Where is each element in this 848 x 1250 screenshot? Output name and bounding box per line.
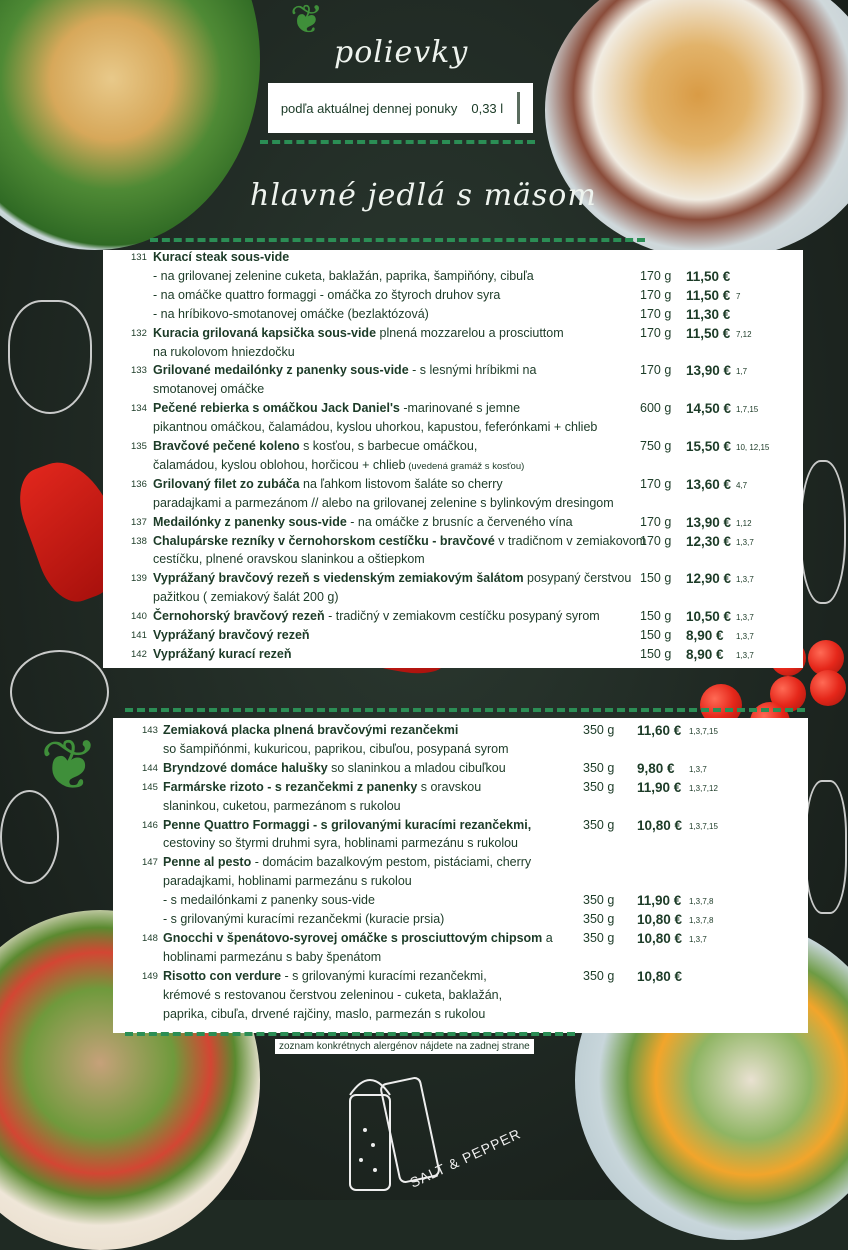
menu-line	[103, 288, 803, 306]
item-detail: posypaný čerstvou	[523, 571, 632, 586]
item-description	[163, 969, 487, 983]
item-description	[163, 780, 481, 794]
menu-line	[103, 439, 803, 457]
item-description	[153, 401, 520, 415]
item-detail: -marinované s jemne	[399, 401, 521, 416]
item-number: 145	[142, 781, 158, 793]
item-title: Černohorský bravčový rezeň	[153, 609, 325, 624]
item-description	[153, 534, 646, 548]
menu-line	[103, 250, 803, 268]
item-detail: - domácim bazalkovým pestom, pistáciami, cherry	[251, 855, 532, 870]
item-description	[163, 893, 375, 907]
item-description	[153, 420, 597, 434]
item-number: 131	[131, 252, 147, 263]
item-price: 11,30 €	[686, 306, 731, 322]
item-detail: - tradičný v zemiakovm cestíčku posypaný syrom	[324, 609, 600, 624]
item-allergens: 1,3,7	[689, 764, 707, 774]
item-detail: pikantnou omáčkou, čalamádou, kyslou uhorkou, kapustou, feferónkami + chlieb	[153, 420, 598, 435]
item-allergens: 10, 12,15	[736, 443, 770, 452]
soup-text: podľa aktuálnej dennej ponuky	[280, 100, 458, 116]
item-description	[153, 571, 631, 585]
menu-line	[103, 515, 803, 533]
item-detail: paradajkami, hoblinami parmezánu s rukolou	[163, 874, 412, 889]
herb-icon: ❦	[40, 726, 99, 804]
salt-pepper-text: SALT & PEPPER	[407, 1125, 524, 1191]
item-weight: 150 g	[640, 609, 672, 624]
item-detail: s kosťou, s barbecue omáčkou,	[299, 439, 478, 453]
menu-line	[113, 931, 808, 949]
carrot-doodle-icon	[805, 780, 847, 914]
soup-volume: 0,33 l	[471, 100, 504, 116]
item-description	[153, 496, 614, 510]
item-description	[153, 628, 310, 642]
menu-line	[103, 628, 803, 646]
item-description	[153, 439, 477, 453]
menu-line	[113, 742, 808, 760]
item-detail: paprika, cibuľa, drvené rajčiny, maslo, parmezán s rukolou	[163, 1006, 486, 1021]
menu-line	[103, 534, 803, 552]
item-number: 135	[131, 441, 147, 452]
item-title: Risotto con verdure	[163, 968, 282, 983]
item-weight: 150 g	[640, 628, 672, 642]
menu-line	[103, 307, 803, 325]
menu-line	[103, 609, 803, 627]
menu-line	[113, 761, 808, 779]
item-number: 133	[131, 365, 147, 377]
allergen-note: zoznam konkrétnych alergénov nájdete na zadnej strane	[275, 1039, 534, 1054]
item-description	[153, 288, 500, 302]
menu-line	[103, 420, 803, 438]
item-number: 146	[142, 819, 158, 831]
item-price: 10,80 €	[637, 968, 683, 984]
item-allergens: 1,3,7	[736, 537, 754, 547]
item-title: Bryndzové domáce halušky	[163, 760, 328, 775]
item-detail: - s lesnými hríbikmi na	[408, 363, 537, 378]
menu-line	[113, 874, 808, 892]
item-title: Grilované medailónky z panenky sous-vide	[153, 363, 409, 378]
item-allergens: 1,3,7,8	[689, 897, 714, 907]
item-title: Grilovaný filet zo zubáča	[153, 476, 300, 491]
item-number: 138	[131, 535, 147, 547]
other-dishes-panel	[113, 718, 808, 1033]
item-title: Gnocchi v špenátovo-syrovej omáčke s prosciuttovým chipsom	[163, 930, 543, 945]
menu-line	[103, 590, 803, 608]
item-allergens: 1,3,7,15	[689, 821, 718, 831]
item-detail: krémové s restovanou čerstvou zeleninou - cuketa, baklažán,	[163, 987, 503, 1002]
item-description	[163, 931, 553, 945]
menu-line	[113, 950, 808, 968]
item-allergens: 1,3,7,15	[689, 727, 718, 736]
item-detail: so šampiňónmi, kukuricou, paprikou, cibuľou, posypaná syrom	[163, 741, 509, 756]
menu-line	[113, 836, 808, 854]
item-detail: slaninkou, cuketou, parmezánom s rukolou	[163, 798, 401, 813]
item-price: 10,80 €	[637, 817, 683, 833]
item-number: 144	[142, 762, 158, 774]
item-description	[153, 250, 289, 264]
item-price: 13,90 €	[686, 514, 732, 530]
item-weight: 150 g	[640, 646, 672, 661]
item-allergens: 1,3,7	[736, 575, 754, 585]
herb-icon: ❦	[290, 0, 324, 42]
menu-line	[113, 912, 808, 930]
item-weight: 170 g	[640, 476, 672, 491]
menu-line	[103, 363, 803, 381]
item-number: 136	[131, 478, 147, 490]
menu-line	[103, 269, 803, 287]
item-detail: - na hríbikovo-smotanovej omáčke (bezlaktózová)	[153, 306, 429, 321]
item-weight: 170 g	[640, 533, 672, 548]
item-number: 149	[142, 970, 158, 982]
item-weight: 350 g	[583, 930, 615, 945]
item-detail: - na omáčke quattro formaggi - omáčka zo štyroch druhov syra	[153, 287, 501, 302]
item-description	[163, 723, 458, 737]
item-weight: 350 g	[583, 912, 615, 926]
item-price: 11,90 €	[637, 779, 682, 795]
item-title: Vyprážaný bravčový rezeň s viedenským zemiakovým šalátom	[153, 571, 524, 586]
item-description	[163, 742, 508, 756]
item-description	[163, 818, 531, 832]
item-allergens: 1,3,7	[689, 934, 707, 944]
item-detail: - s grilovanými kuracími rezančekmi (kuracie prsia)	[163, 912, 445, 926]
item-price: 12,30 €	[686, 533, 732, 549]
item-detail: na rukolovom hniezdočku	[153, 344, 295, 359]
item-description	[163, 799, 401, 813]
onion-doodle-icon	[10, 650, 109, 734]
menu-line	[103, 401, 803, 419]
dashed-divider	[125, 1032, 575, 1036]
item-allergens: 1,3,7,8	[689, 916, 714, 925]
item-title: Kurací steak sous-vide	[153, 250, 290, 264]
menu-line	[103, 571, 803, 589]
item-description	[153, 363, 536, 377]
item-price: 9,80 €	[637, 760, 675, 776]
item-price: 15,50 €	[686, 439, 732, 454]
item-price: 12,90 €	[686, 571, 732, 587]
item-description	[153, 269, 534, 283]
item-detail: pažitkou ( zemiakový šalát 200 g)	[153, 590, 339, 605]
item-allergens: 1,3,7	[736, 632, 754, 641]
item-description	[153, 515, 573, 529]
item-allergens: 7	[736, 291, 741, 301]
item-weight: 170 g	[640, 287, 672, 302]
item-title: Vyprážaný kurací rezeň	[153, 646, 292, 661]
menu-line	[103, 382, 803, 400]
item-number: 141	[131, 630, 147, 641]
item-title: Vyprážaný bravčový rezeň	[153, 628, 310, 642]
soup-box	[268, 83, 533, 133]
item-detail: cestoviny so štyrmi druhmi syra, hoblinami parmezánu s rukolou	[163, 836, 518, 851]
menu-line	[113, 799, 808, 817]
carrot-doodle-icon	[8, 300, 92, 414]
item-title: Penne Quattro Formaggi - s grilovanými kuracími rezančekmi,	[163, 817, 532, 832]
item-allergens: 1,7	[736, 367, 748, 377]
item-description	[163, 855, 531, 869]
item-price: 10,80 €	[637, 912, 683, 927]
item-detail: v tradičnom v zemiakovom	[494, 533, 647, 548]
item-description	[153, 590, 339, 604]
item-description	[153, 458, 524, 472]
item-title: Medailónky z panenky sous-vide	[153, 514, 347, 529]
item-weight: 350 g	[583, 760, 615, 775]
item-allergens: 1,7,15	[736, 405, 759, 415]
item-detail: - na grilovanej zelenine cuketa, baklažán, paprika, šampiňóny, cibuľa	[153, 268, 534, 283]
item-detail: so slaninkou a mladou cibuľkou	[327, 760, 506, 775]
dashed-divider	[260, 140, 535, 144]
item-allergens: 1,12	[736, 518, 752, 528]
item-price: 10,80 €	[637, 930, 683, 946]
item-allergens: 4,7	[736, 480, 748, 490]
item-allergens: 1,3,7	[736, 613, 754, 623]
item-price: 11,90 €	[637, 893, 682, 909]
item-title: Kuracia grilovaná kapsička sous-vide	[153, 325, 377, 340]
item-detail: cestíčku, plnené oravskou slaninkou a oštiepkom	[153, 552, 425, 567]
divider	[517, 92, 520, 124]
item-number: 134	[131, 403, 147, 415]
item-description	[153, 326, 564, 340]
item-weight: 150 g	[640, 571, 672, 586]
dashed-divider	[150, 238, 645, 242]
item-weight: 170 g	[640, 268, 672, 283]
item-note: (uvedená gramáž s kosťou)	[405, 460, 525, 472]
pepper-doodle-icon	[0, 790, 59, 884]
main-dishes-panel	[103, 250, 803, 668]
item-detail: smotanovej omáčke	[153, 382, 265, 397]
item-title: Farmárske rizoto - s rezančekmi z panenky	[163, 779, 418, 794]
menu-line	[113, 780, 808, 798]
menu-line	[113, 723, 808, 741]
item-description	[163, 761, 506, 775]
item-title: Bravčové pečené koleno	[153, 439, 300, 453]
menu-line	[113, 818, 808, 836]
item-number: 147	[142, 857, 158, 869]
menu-line	[103, 458, 803, 476]
dashed-divider	[125, 708, 805, 712]
item-description	[163, 836, 518, 850]
item-number: 148	[142, 932, 158, 944]
item-weight: 600 g	[640, 401, 672, 416]
item-detail: a	[542, 930, 553, 945]
item-detail: paradajkami a parmezánom // alebo na grilovanej zelenine s bylinkovým dresingom	[153, 495, 614, 510]
menu-line	[103, 496, 803, 514]
item-price: 11,50 €	[686, 325, 731, 341]
menu-line	[113, 855, 808, 873]
item-allergens: 1,3,7	[736, 650, 754, 660]
soup-section-title: polievky	[334, 35, 469, 70]
item-description	[153, 609, 600, 623]
item-detail: čalamádou, kyslou oblohou, horčicou + chlieb	[153, 457, 406, 472]
item-price: 13,60 €	[686, 476, 732, 492]
item-number: 139	[131, 573, 147, 585]
pepper-doodle-icon	[800, 460, 846, 604]
item-weight: 350 g	[583, 779, 615, 794]
item-weight: 350 g	[583, 893, 615, 908]
item-description	[153, 345, 295, 359]
item-detail: s oravskou	[417, 779, 482, 794]
item-price: 11,50 €	[686, 287, 731, 303]
item-price: 8,90 €	[686, 628, 724, 643]
item-price: 13,90 €	[686, 363, 732, 379]
item-title: Zemiaková placka plnená bravčovými rezančekmi	[163, 723, 459, 737]
menu-line	[113, 969, 808, 987]
item-detail: hoblinami parmezánu s baby špenátom	[163, 949, 382, 964]
item-number: 143	[142, 725, 158, 736]
item-number: 142	[131, 648, 147, 660]
menu-line	[103, 345, 803, 363]
item-number: 132	[131, 327, 147, 339]
tomato-icon	[810, 670, 846, 706]
item-weight: 750 g	[640, 439, 672, 453]
salt-pepper-shaker-icon	[345, 1060, 460, 1200]
item-allergens: 7,12	[736, 329, 752, 339]
item-number: 140	[131, 611, 147, 623]
item-description	[153, 477, 503, 491]
item-title: Penne al pesto	[163, 855, 252, 870]
item-description	[153, 307, 429, 321]
item-description	[163, 912, 444, 926]
main-section-title: hlavné jedlá s mäsom	[250, 178, 597, 213]
menu-line	[103, 552, 803, 570]
item-price: 10,50 €	[686, 609, 732, 625]
item-detail: - s medailónkami z panenky sous-vide	[163, 893, 375, 908]
item-description	[153, 647, 292, 661]
item-description	[163, 1007, 485, 1021]
item-price: 14,50 €	[686, 401, 732, 417]
menu-line	[103, 326, 803, 344]
menu-line	[113, 893, 808, 911]
item-price: 11,60 €	[637, 723, 682, 738]
item-price: 11,50 €	[686, 268, 731, 284]
item-weight: 170 g	[640, 306, 672, 321]
item-description	[163, 950, 381, 964]
menu-line	[103, 647, 803, 665]
item-price: 8,90 €	[686, 646, 724, 662]
item-detail: na ľahkom listovom šaláte so cherry	[299, 476, 503, 491]
item-title: Pečené rebierka s omáčkou Jack Daniel's	[153, 401, 400, 416]
item-weight: 350 g	[583, 723, 615, 737]
menu-line	[113, 988, 808, 1006]
item-description	[163, 988, 502, 1002]
item-weight: 350 g	[583, 968, 615, 983]
item-weight: 170 g	[640, 325, 672, 340]
item-description	[163, 874, 412, 888]
item-detail: - na omáčke z brusníc a červeného vína	[346, 514, 573, 529]
item-weight: 350 g	[583, 817, 615, 832]
item-weight: 170 g	[640, 514, 672, 529]
item-description	[153, 552, 425, 566]
menu-line	[103, 477, 803, 495]
item-number: 137	[131, 516, 147, 528]
item-detail: - s grilovanými kuracími rezančekmi,	[281, 968, 487, 983]
item-detail: plnená mozzarelou a prosciuttom	[376, 325, 564, 340]
item-allergens: 1,3,7,12	[689, 783, 718, 793]
item-weight: 170 g	[640, 363, 672, 378]
item-description	[153, 382, 264, 396]
item-title: Chalupárske rezníky v černohorskom cestíčku - bravčové	[153, 533, 495, 548]
menu-line	[113, 1007, 808, 1025]
